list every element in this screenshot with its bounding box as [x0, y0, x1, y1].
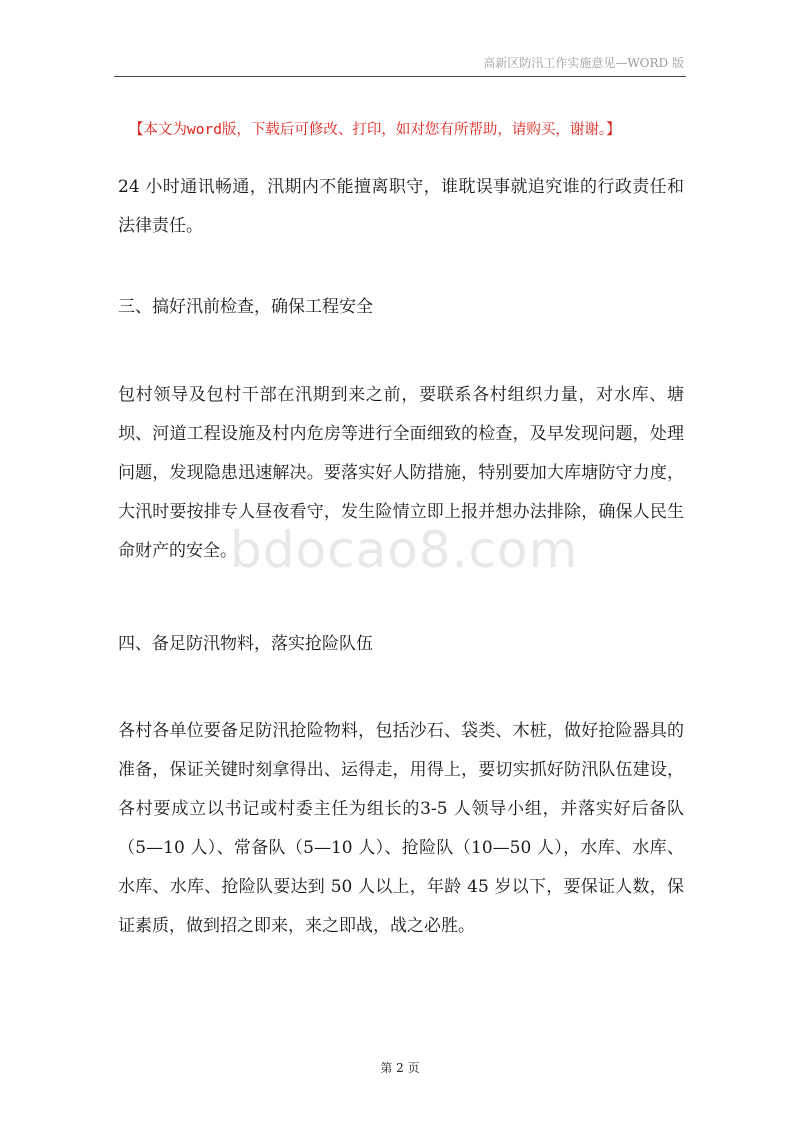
watermark-text: bdocao8.com: [230, 521, 579, 579]
running-header: 高新区防汛工作实施意见—WORD 版: [483, 56, 684, 70]
header-divider: [114, 76, 686, 77]
section-heading-4: 四、备足防汛物料，落实抢险队伍: [118, 634, 373, 654]
paragraph-inspection: 包村领导及包村干部在汛期到来之前，要联系各村组织力量，对水库、塘坝、河道工程设施及村内危房等进行全面细致的检查，及早发现问题，处理问题，发现隐患迅速解决。要落实好人防措施，特别要加大库塘防守力度，大汛时要按排专人昼夜看守，发生险情立即上报并想办法排除，确保人民生命财产的安全。: [118, 385, 684, 561]
paragraph-continuation: 24 小时通讯畅通，汛期内不能擅离职守，谁耽误事就追究谁的行政责任和法律责任。: [118, 177, 684, 236]
page-number: 第 2 页: [380, 1061, 420, 1075]
section-heading-3: 三、搞好汛前检查，确保工程安全: [118, 297, 373, 317]
paragraph-materials: 各村各单位要备足防汛抢险物料，包括沙石、袋类、木桩，做好抢险器具的准备，保证关键时刻拿得出、运得走，用得上，要切实抓好防汛队伍建设，各村要成立以书记或村委主任为组长的3-5 人领导小组，并落实好后备队（5—10 人）、常备队（5—10 人）、抢险队（10—50 人），水库、水库、水库、水库、抢险队要达到 50 人以上，年龄 45 岁以下，要保证人数，保证素质，做到招之即来，来之即战，战之必胜。: [118, 721, 684, 936]
download-notice: 【本文为word版，下载后可修改、打印，如对您有所帮助，请购买，谢谢。】: [129, 122, 621, 138]
